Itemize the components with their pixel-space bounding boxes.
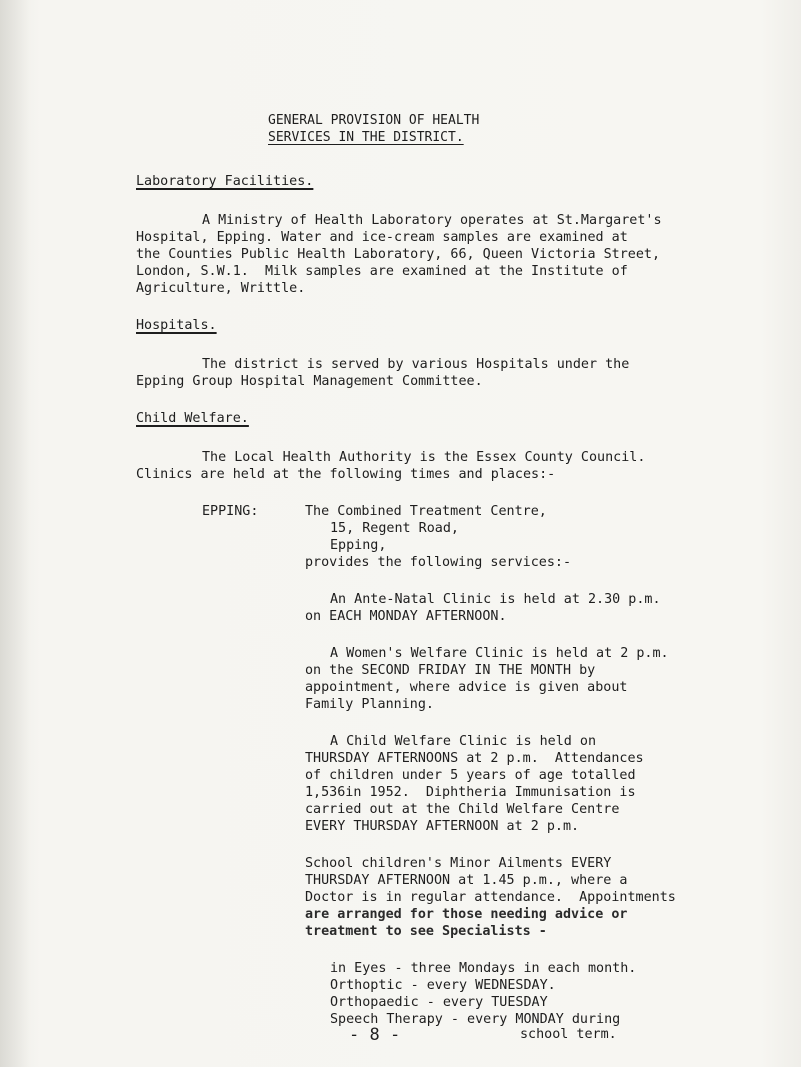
epping-address-4: provides the following services:- <box>305 555 572 570</box>
school-line-1: School children's Minor Ailments EVERY <box>305 856 612 871</box>
school-line-2: THURSDAY AFTERNOON at 1.45 p.m., where a <box>305 873 628 888</box>
epping-address-2: 15, Regent Road, <box>330 521 459 536</box>
antenatal-line-1: An Ante-Natal Clinic is held at 2.30 p.m. <box>330 592 661 607</box>
lab-heading: Laboratory Facilities. <box>136 174 314 189</box>
lab-line-4: London, S.W.1. Milk samples are examined at the Institute of <box>136 264 628 279</box>
womens-line-2: on the SECOND FRIDAY IN THE MONTH by <box>305 663 596 678</box>
specialist-line-1: in Eyes - three Mondays in each month. <box>330 961 637 976</box>
childwelfare-line-3: of children under 5 years of age totalled <box>305 768 636 783</box>
child-line-2: Clinics are held at the following times and places:- <box>136 467 556 482</box>
lab-line-5: Agriculture, Writtle. <box>136 281 306 296</box>
childwelfare-line-6: EVERY THURSDAY AFTERNOON at 2 p.m. <box>305 819 580 834</box>
school-line-3: Doctor is in regular attendance. Appointments <box>305 890 676 905</box>
hospitals-heading: Hospitals. <box>136 318 217 333</box>
page-number: - 8 - <box>349 1025 401 1045</box>
page-edge-shadow <box>0 0 30 1067</box>
school-line-5: treatment to see Specialists - <box>305 924 547 939</box>
womens-line-1: A Women's Welfare Clinic is held at 2 p.m. <box>330 646 669 661</box>
childwelfare-line-2: THURSDAY AFTERNOONS at 2 p.m. Attendances <box>305 751 644 766</box>
title-line-1: GENERAL PROVISION OF HEALTH <box>268 113 480 128</box>
specialist-line-3: Orthopaedic - every TUESDAY <box>330 995 548 1010</box>
title-line-2: SERVICES IN THE DISTRICT. <box>268 130 464 145</box>
specialist-line-2: Orthoptic - every WEDNESDAY. <box>330 978 556 993</box>
specialist-line-5: school term. <box>520 1027 617 1042</box>
epping-address-1: The Combined Treatment Centre, <box>305 504 547 519</box>
childwelfare-line-5: carried out at the Child Welfare Centre <box>305 802 620 817</box>
antenatal-line-2: on EACH MONDAY AFTERNOON. <box>305 609 507 624</box>
womens-line-3: appointment, where advice is given about <box>305 680 628 695</box>
lab-line-1: A Ministry of Health Laboratory operates at St.Margaret's <box>202 213 662 228</box>
womens-line-4: Family Planning. <box>305 697 434 712</box>
hospitals-line-2: Epping Group Hospital Management Committee. <box>136 374 483 389</box>
lab-line-3: the Counties Public Health Laboratory, 66, Queen Victoria Street, <box>136 247 661 262</box>
lab-line-2: Hospital, Epping. Water and ice-cream samples are examined at <box>136 230 628 245</box>
epping-address-3: Epping, <box>330 538 387 553</box>
child-line-1: The Local Health Authority is the Essex County Council. <box>202 450 646 465</box>
childwelfare-line-4: 1,536in 1952. Diphtheria Immunisation is <box>305 785 636 800</box>
school-line-4: are arranged for those needing advice or <box>305 907 628 922</box>
hospitals-line-1: The district is served by various Hospitals under the <box>202 357 630 372</box>
child-welfare-heading: Child Welfare. <box>136 411 249 426</box>
childwelfare-line-1: A Child Welfare Clinic is held on <box>330 734 597 749</box>
specialist-line-4: Speech Therapy - every MONDAY during <box>330 1012 621 1027</box>
epping-label: EPPING: <box>202 504 259 519</box>
